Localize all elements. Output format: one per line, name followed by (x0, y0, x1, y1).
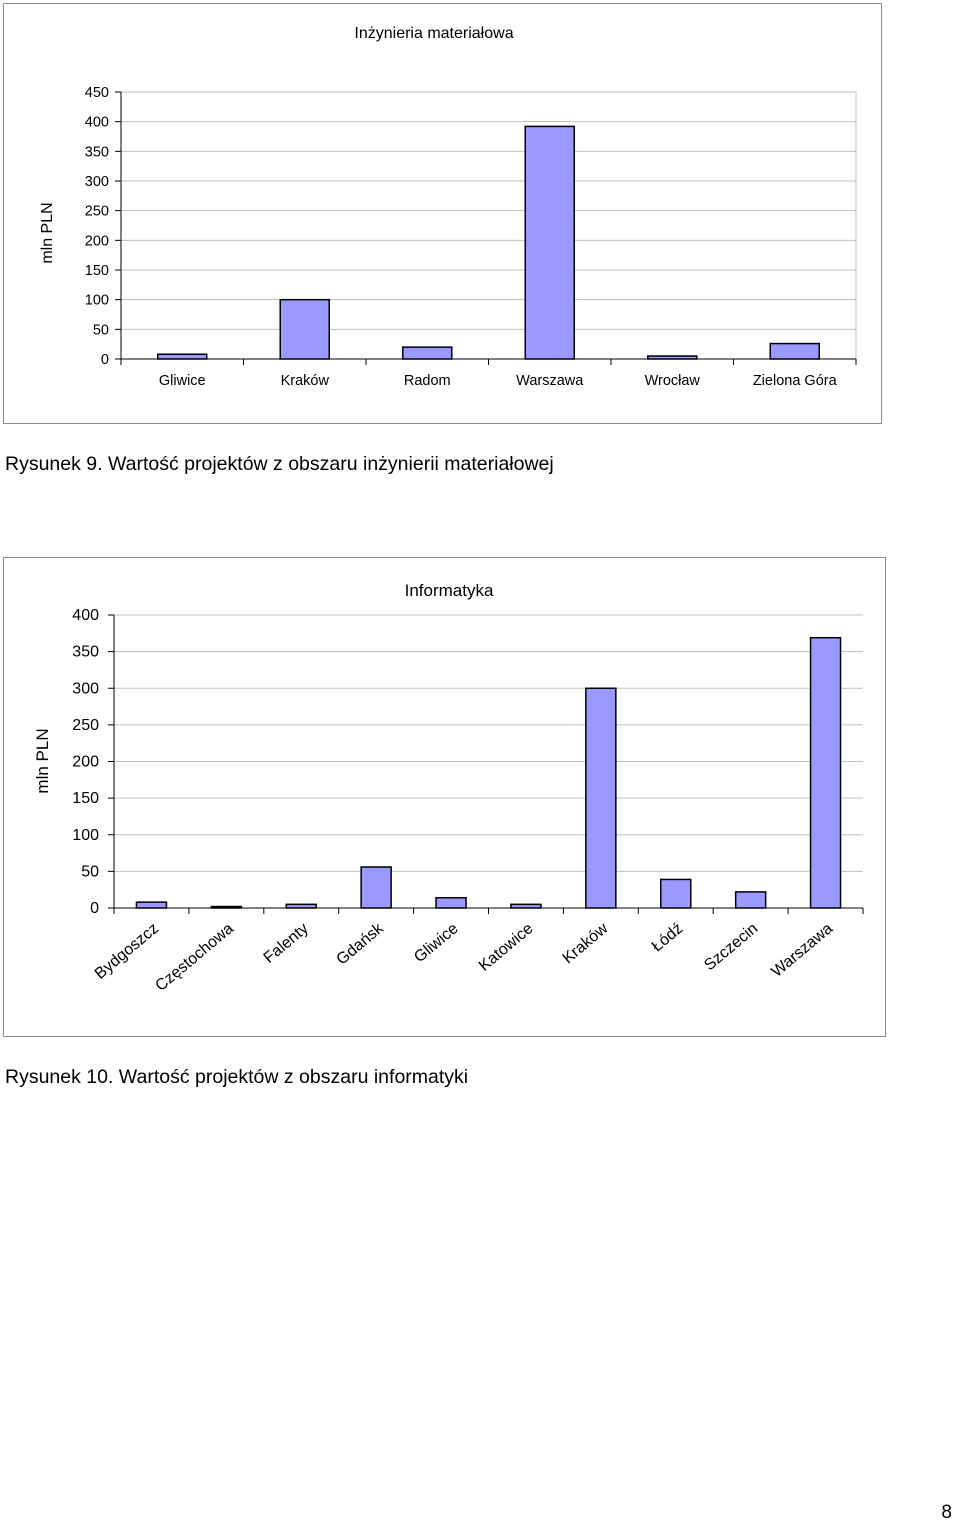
bar-series (158, 126, 820, 359)
bar-bydgoszcz (136, 902, 166, 908)
x-tick-label: Katowice (475, 920, 537, 975)
bar-kraków (586, 688, 616, 908)
bar-gdańsk (361, 867, 391, 908)
y-tick-label: 150 (84, 263, 109, 279)
x-tick-label: Gliwice (158, 373, 206, 389)
chart-informatics (3, 557, 886, 1037)
bar-łódź (661, 879, 691, 908)
bar-warszawa (525, 126, 574, 359)
bar-gliwice (436, 898, 466, 908)
bar-szczecin (736, 892, 766, 908)
bar-series (136, 638, 840, 908)
bar-warszawa (811, 638, 841, 908)
x-tick-label: Falenty (260, 920, 312, 967)
grid-lines (114, 615, 863, 871)
chart-informatics-plot (4, 558, 887, 1038)
x-tick-labels (159, 373, 838, 389)
y-tick-label: 0 (100, 352, 109, 368)
x-tick-label: Bydgoszcz (91, 920, 163, 983)
y-tick-label: 200 (72, 753, 99, 771)
x-tick-label: Kraków (559, 920, 612, 968)
y-axis-label: mln PLN (39, 202, 56, 264)
y-tick-label: 350 (84, 144, 109, 161)
figure-caption: Rysunek 10. Wartość projektów z obszaru informatyki (5, 1066, 469, 1088)
y-tick-label: 200 (84, 233, 109, 250)
y-tick-label: 250 (84, 203, 109, 220)
y-tick-label: 100 (72, 826, 99, 844)
bar-katowice (511, 904, 541, 908)
x-tick-label: Łódź (648, 920, 687, 956)
x-tick-label: Gdańsk (333, 920, 387, 969)
grid-lines (121, 92, 856, 359)
y-tick-label: 0 (90, 900, 99, 917)
chart-title: Inżynieria materiałowa (354, 25, 514, 42)
y-tick-label: 450 (84, 85, 109, 101)
x-tick-label: Wrocław (644, 373, 700, 389)
y-tick-label: 400 (84, 114, 109, 131)
bar-zielona góra (770, 344, 819, 359)
x-tick-labels (92, 919, 836, 994)
bar-gliwice (158, 354, 207, 359)
y-axis-label: mln PLN (33, 728, 52, 794)
figure-caption: Rysunek 9. Wartość projektów z obszaru inżynierii materiałowej (5, 453, 554, 475)
y-tick-label: 300 (84, 174, 109, 190)
x-tick-label: Gliwice (411, 920, 462, 967)
y-tick-labels (72, 607, 99, 917)
axes (115, 92, 856, 365)
bar-falenty (286, 904, 316, 908)
y-tick-label: 50 (81, 863, 99, 881)
page-number: 8 (941, 1502, 952, 1523)
x-tick-label: Radom (403, 373, 451, 389)
x-tick-label: Kraków (280, 373, 329, 389)
bar-kraków (280, 300, 329, 359)
y-tick-label: 400 (72, 607, 99, 624)
y-tick-label: 350 (72, 643, 99, 661)
x-tick-label: Szczecin (701, 920, 762, 975)
x-tick-label: Zielona Góra (752, 373, 837, 389)
x-tick-label: Warszawa (768, 920, 837, 981)
y-tick-label: 250 (72, 716, 99, 734)
x-tick-label: Warszawa (516, 373, 584, 389)
axes (108, 615, 863, 914)
y-tick-label: 150 (72, 790, 99, 808)
chart-title: Informatyka (404, 581, 494, 600)
y-tick-labels (85, 85, 109, 368)
chart-materials-engineering (3, 3, 882, 424)
y-tick-label: 300 (72, 680, 99, 698)
x-tick-label: Częstochowa (152, 920, 237, 995)
chart-materials-engineering-plot (4, 4, 883, 425)
y-tick-label: 100 (84, 292, 109, 309)
bar-radom (403, 347, 452, 359)
y-tick-label: 50 (92, 322, 109, 339)
